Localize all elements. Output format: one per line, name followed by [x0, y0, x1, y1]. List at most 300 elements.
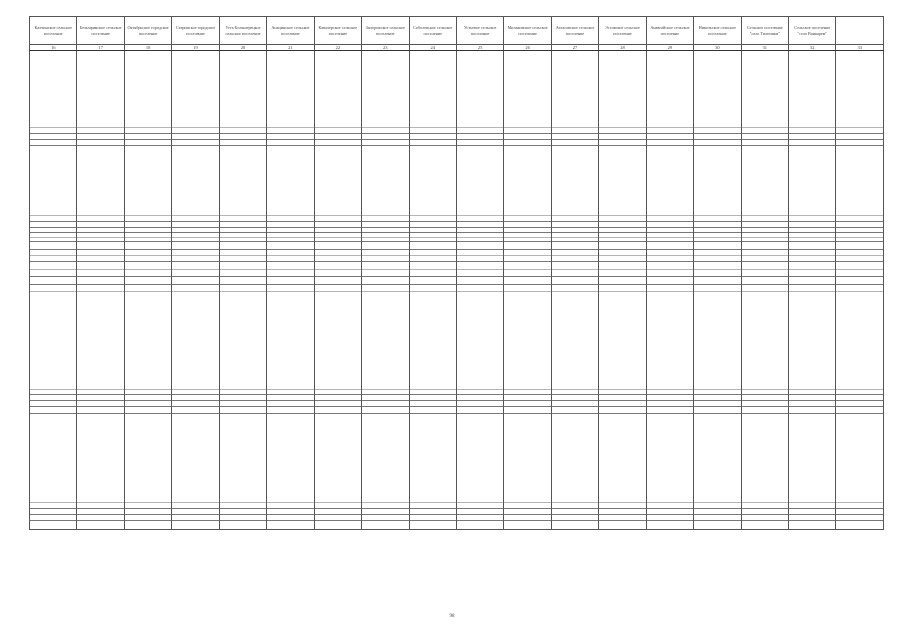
row-rule — [457, 227, 503, 228]
row-rule — [742, 400, 788, 401]
row-rule — [315, 133, 361, 134]
row-rule — [789, 221, 835, 222]
row-rule — [647, 139, 693, 140]
row-rule — [172, 261, 218, 262]
row-rule — [77, 520, 123, 521]
row-rule — [647, 413, 693, 414]
row-rule — [647, 394, 693, 395]
row-rule — [694, 400, 740, 401]
row-rule — [315, 400, 361, 401]
row-rule — [647, 400, 693, 401]
row-rule — [172, 221, 218, 222]
row-rule — [362, 145, 408, 146]
row-rule — [30, 127, 76, 128]
row-rule — [410, 291, 456, 292]
row-rule — [315, 389, 361, 390]
row-rule — [599, 514, 645, 515]
row-rule — [789, 215, 835, 216]
row-rule — [315, 276, 361, 277]
row-rule — [457, 514, 503, 515]
row-rule — [457, 133, 503, 134]
column-header: Октябрьское городское поселение — [124, 17, 171, 45]
column-header: Сельское поселение "село Ванкарем" — [789, 17, 836, 45]
row-rule — [457, 237, 503, 238]
row-rule — [172, 502, 218, 503]
row-rule — [694, 394, 740, 395]
row-rule — [836, 237, 883, 238]
row-rule — [647, 269, 693, 270]
row-rule — [125, 139, 171, 140]
row-rule — [552, 400, 598, 401]
row-rule — [504, 145, 550, 146]
row-rule — [315, 394, 361, 395]
row-rule — [125, 241, 171, 242]
row-rule — [315, 237, 361, 238]
row-rule — [552, 413, 598, 414]
row-rule — [315, 232, 361, 233]
row-rule — [410, 400, 456, 401]
row-rule — [220, 400, 266, 401]
column-number: 26 — [504, 45, 551, 51]
row-rule — [552, 284, 598, 285]
column-number: 28 — [599, 45, 646, 51]
row-rule — [742, 215, 788, 216]
row-rule — [789, 508, 835, 509]
row-rule — [172, 291, 218, 292]
row-rule — [30, 520, 76, 521]
row-rule — [457, 520, 503, 521]
row-rule — [362, 514, 408, 515]
row-rule — [315, 255, 361, 256]
column-header: Эссовское сельское поселение — [599, 17, 646, 45]
row-rule — [694, 232, 740, 233]
row-rule — [552, 261, 598, 262]
row-rule — [599, 241, 645, 242]
row-rule — [362, 400, 408, 401]
row-rule — [552, 127, 598, 128]
row-rule — [457, 413, 503, 414]
row-rule — [315, 139, 361, 140]
row-rule — [789, 502, 835, 503]
row-rule — [647, 227, 693, 228]
row-rule — [552, 269, 598, 270]
row-rule — [125, 406, 171, 407]
column-number: 32 — [789, 45, 836, 51]
row-rule — [362, 406, 408, 407]
row-rule — [220, 291, 266, 292]
column-header: Старинское городское поселение — [172, 17, 219, 45]
row-rule — [30, 413, 76, 414]
row-rule — [742, 276, 788, 277]
row-rule — [647, 237, 693, 238]
column-number: 25 — [456, 45, 503, 51]
row-rule — [362, 276, 408, 277]
row-rule — [362, 261, 408, 262]
row-rule — [30, 227, 76, 228]
row-rule — [504, 241, 550, 242]
row-rule — [220, 139, 266, 140]
row-rule — [410, 413, 456, 414]
row-rule — [836, 406, 883, 407]
row-rule — [362, 413, 408, 414]
row-rule — [694, 269, 740, 270]
row-rule — [694, 413, 740, 414]
row-rule — [742, 139, 788, 140]
row-rule — [742, 389, 788, 390]
row-rule — [410, 406, 456, 407]
row-rule — [267, 406, 313, 407]
row-rule — [647, 133, 693, 134]
row-rule — [694, 255, 740, 256]
row-rule — [77, 514, 123, 515]
row-rule — [457, 249, 503, 250]
row-rule — [410, 502, 456, 503]
row-rule — [172, 227, 218, 228]
row-rule — [172, 139, 218, 140]
row-rule — [315, 127, 361, 128]
row-rule — [504, 276, 550, 277]
row-rule — [742, 502, 788, 503]
row-rule — [742, 145, 788, 146]
row-rule — [172, 406, 218, 407]
column-header: Запорожское сельское поселение — [362, 17, 409, 45]
row-rule — [694, 502, 740, 503]
row-rule — [125, 508, 171, 509]
row-rule — [836, 215, 883, 216]
row-rule — [77, 221, 123, 222]
row-rule — [220, 389, 266, 390]
row-rule — [742, 394, 788, 395]
row-rule — [742, 406, 788, 407]
row-rule — [267, 291, 313, 292]
row-rule — [742, 508, 788, 509]
row-rule — [599, 127, 645, 128]
row-rule — [789, 514, 835, 515]
row-rule — [694, 514, 740, 515]
row-rule — [552, 241, 598, 242]
row-rule — [77, 249, 123, 250]
row-rule — [267, 389, 313, 390]
row-rule — [742, 514, 788, 515]
row-rule — [694, 284, 740, 285]
row-rule — [647, 406, 693, 407]
row-rule — [836, 241, 883, 242]
column-number: 31 — [741, 45, 788, 51]
row-rule — [836, 261, 883, 262]
row-rule — [789, 284, 835, 285]
row-rule — [789, 406, 835, 407]
row-rule — [315, 241, 361, 242]
row-rule — [599, 389, 645, 390]
row-rule — [599, 291, 645, 292]
row-rule — [267, 227, 313, 228]
row-rule — [362, 221, 408, 222]
row-rule — [599, 413, 645, 414]
row-rule — [362, 215, 408, 216]
row-rule — [220, 241, 266, 242]
row-rule — [30, 291, 76, 292]
row-rule — [552, 520, 598, 521]
row-rule — [647, 255, 693, 256]
row-rule — [789, 232, 835, 233]
row-rule — [172, 269, 218, 270]
row-rule — [77, 145, 123, 146]
row-rule — [315, 520, 361, 521]
row-rule — [362, 389, 408, 390]
row-rule — [315, 291, 361, 292]
row-rule — [125, 269, 171, 270]
row-rule — [315, 284, 361, 285]
column-header: Апацинское сельское поселение — [267, 17, 314, 45]
row-rule — [172, 127, 218, 128]
row-rule — [30, 241, 76, 242]
table-cell — [409, 51, 456, 530]
row-rule — [552, 145, 598, 146]
row-rule — [789, 400, 835, 401]
row-rule — [457, 127, 503, 128]
row-rule — [362, 139, 408, 140]
row-rule — [694, 241, 740, 242]
row-rule — [504, 520, 550, 521]
row-rule — [742, 127, 788, 128]
row-rule — [599, 255, 645, 256]
row-rule — [599, 400, 645, 401]
row-rule — [504, 221, 550, 222]
row-rule — [30, 276, 76, 277]
row-rule — [315, 508, 361, 509]
table-cell — [124, 51, 171, 530]
column-header: Калчинское сельское поселение — [30, 17, 77, 45]
row-rule — [30, 502, 76, 503]
table-body-row — [30, 51, 884, 530]
row-rule — [789, 133, 835, 134]
row-rule — [599, 227, 645, 228]
row-rule — [220, 520, 266, 521]
row-rule — [742, 241, 788, 242]
row-rule — [220, 394, 266, 395]
row-rule — [267, 133, 313, 134]
row-rule — [789, 237, 835, 238]
row-rule — [836, 284, 883, 285]
row-rule — [77, 133, 123, 134]
row-rule — [410, 237, 456, 238]
row-rule — [77, 502, 123, 503]
row-rule — [599, 502, 645, 503]
row-rule — [410, 227, 456, 228]
row-rule — [125, 514, 171, 515]
row-rule — [267, 221, 313, 222]
row-rule — [362, 291, 408, 292]
column-header: Усть-Большерецкое сельское поселение — [219, 17, 266, 45]
row-rule — [267, 394, 313, 395]
row-rule — [172, 232, 218, 233]
row-rule — [694, 145, 740, 146]
column-header: Соболевское сельское поселение — [409, 17, 456, 45]
row-rule — [315, 215, 361, 216]
row-rule — [30, 249, 76, 250]
row-rule — [267, 400, 313, 401]
row-rule — [789, 227, 835, 228]
row-rule — [125, 249, 171, 250]
row-rule — [552, 508, 598, 509]
row-rule — [267, 241, 313, 242]
row-rule — [410, 255, 456, 256]
row-rule — [77, 237, 123, 238]
row-rule — [457, 502, 503, 503]
row-rule — [410, 389, 456, 390]
row-rule — [742, 249, 788, 250]
row-rule — [267, 284, 313, 285]
row-rule — [315, 514, 361, 515]
row-rule — [77, 269, 123, 270]
row-rule — [125, 276, 171, 277]
row-rule — [220, 255, 266, 256]
row-rule — [30, 139, 76, 140]
row-rule — [552, 232, 598, 233]
row-rule — [410, 133, 456, 134]
row-rule — [172, 276, 218, 277]
column-number: 16 — [30, 45, 77, 51]
row-rule — [599, 221, 645, 222]
column-header — [836, 17, 884, 45]
row-rule — [410, 215, 456, 216]
row-rule — [647, 145, 693, 146]
row-rule — [694, 221, 740, 222]
row-rule — [362, 237, 408, 238]
row-rule — [362, 255, 408, 256]
row-rule — [836, 389, 883, 390]
row-rule — [410, 520, 456, 521]
row-rule — [30, 255, 76, 256]
row-rule — [504, 269, 550, 270]
data-table-sheet — [29, 16, 884, 534]
row-rule — [220, 261, 266, 262]
table-cell — [694, 51, 741, 530]
row-rule — [599, 237, 645, 238]
row-rule — [410, 261, 456, 262]
row-rule — [457, 406, 503, 407]
row-rule — [742, 237, 788, 238]
row-rule — [457, 508, 503, 509]
row-rule — [789, 276, 835, 277]
row-rule — [599, 145, 645, 146]
row-rule — [362, 241, 408, 242]
row-rule — [315, 249, 361, 250]
row-rule — [220, 502, 266, 503]
row-rule — [362, 284, 408, 285]
row-rule — [30, 406, 76, 407]
row-rule — [457, 389, 503, 390]
row-rule — [315, 221, 361, 222]
row-rule — [694, 276, 740, 277]
row-rule — [552, 514, 598, 515]
row-rule — [552, 139, 598, 140]
row-rule — [552, 249, 598, 250]
row-rule — [220, 276, 266, 277]
row-rule — [30, 394, 76, 395]
row-rule — [504, 261, 550, 262]
column-number: 30 — [694, 45, 741, 51]
row-rule — [77, 508, 123, 509]
row-rule — [125, 520, 171, 521]
row-rule — [172, 514, 218, 515]
row-rule — [220, 237, 266, 238]
row-rule — [172, 284, 218, 285]
column-header: Атласовское сельское поселение — [551, 17, 598, 45]
row-rule — [742, 221, 788, 222]
row-rule — [694, 215, 740, 216]
row-rule — [836, 255, 883, 256]
row-rule — [410, 394, 456, 395]
row-rule — [362, 133, 408, 134]
row-rule — [552, 215, 598, 216]
table-cell — [362, 51, 409, 530]
column-header: Бельмринское сельское поселение — [77, 17, 124, 45]
row-rule — [457, 394, 503, 395]
row-rule — [77, 127, 123, 128]
row-rule — [362, 127, 408, 128]
column-number: 27 — [551, 45, 598, 51]
row-rule — [220, 514, 266, 515]
row-rule — [267, 276, 313, 277]
row-rule — [125, 145, 171, 146]
row-rule — [172, 413, 218, 414]
row-rule — [267, 520, 313, 521]
row-rule — [836, 269, 883, 270]
column-number: 29 — [646, 45, 693, 51]
row-rule — [220, 127, 266, 128]
row-rule — [836, 520, 883, 521]
row-rule — [30, 237, 76, 238]
row-rule — [362, 269, 408, 270]
row-rule — [836, 133, 883, 134]
row-rule — [362, 227, 408, 228]
row-rule — [457, 221, 503, 222]
row-rule — [315, 145, 361, 146]
row-rule — [647, 284, 693, 285]
row-rule — [30, 514, 76, 515]
row-rule — [694, 237, 740, 238]
row-rule — [220, 133, 266, 134]
column-number: 24 — [409, 45, 456, 51]
column-number: 19 — [172, 45, 219, 51]
row-rule — [742, 269, 788, 270]
row-rule — [315, 261, 361, 262]
table-cell — [314, 51, 361, 530]
row-rule — [599, 232, 645, 233]
row-rule — [742, 227, 788, 228]
row-rule — [125, 394, 171, 395]
row-rule — [504, 502, 550, 503]
row-rule — [647, 249, 693, 250]
column-header-row — [30, 17, 884, 45]
row-rule — [742, 255, 788, 256]
row-rule — [742, 261, 788, 262]
row-rule — [599, 261, 645, 262]
row-rule — [742, 413, 788, 414]
row-rule — [789, 127, 835, 128]
row-rule — [504, 394, 550, 395]
row-rule — [220, 249, 266, 250]
row-rule — [836, 400, 883, 401]
row-rule — [220, 413, 266, 414]
row-rule — [267, 508, 313, 509]
row-rule — [504, 389, 550, 390]
row-rule — [789, 139, 835, 140]
row-rule — [220, 269, 266, 270]
row-rule — [504, 400, 550, 401]
row-rule — [77, 284, 123, 285]
